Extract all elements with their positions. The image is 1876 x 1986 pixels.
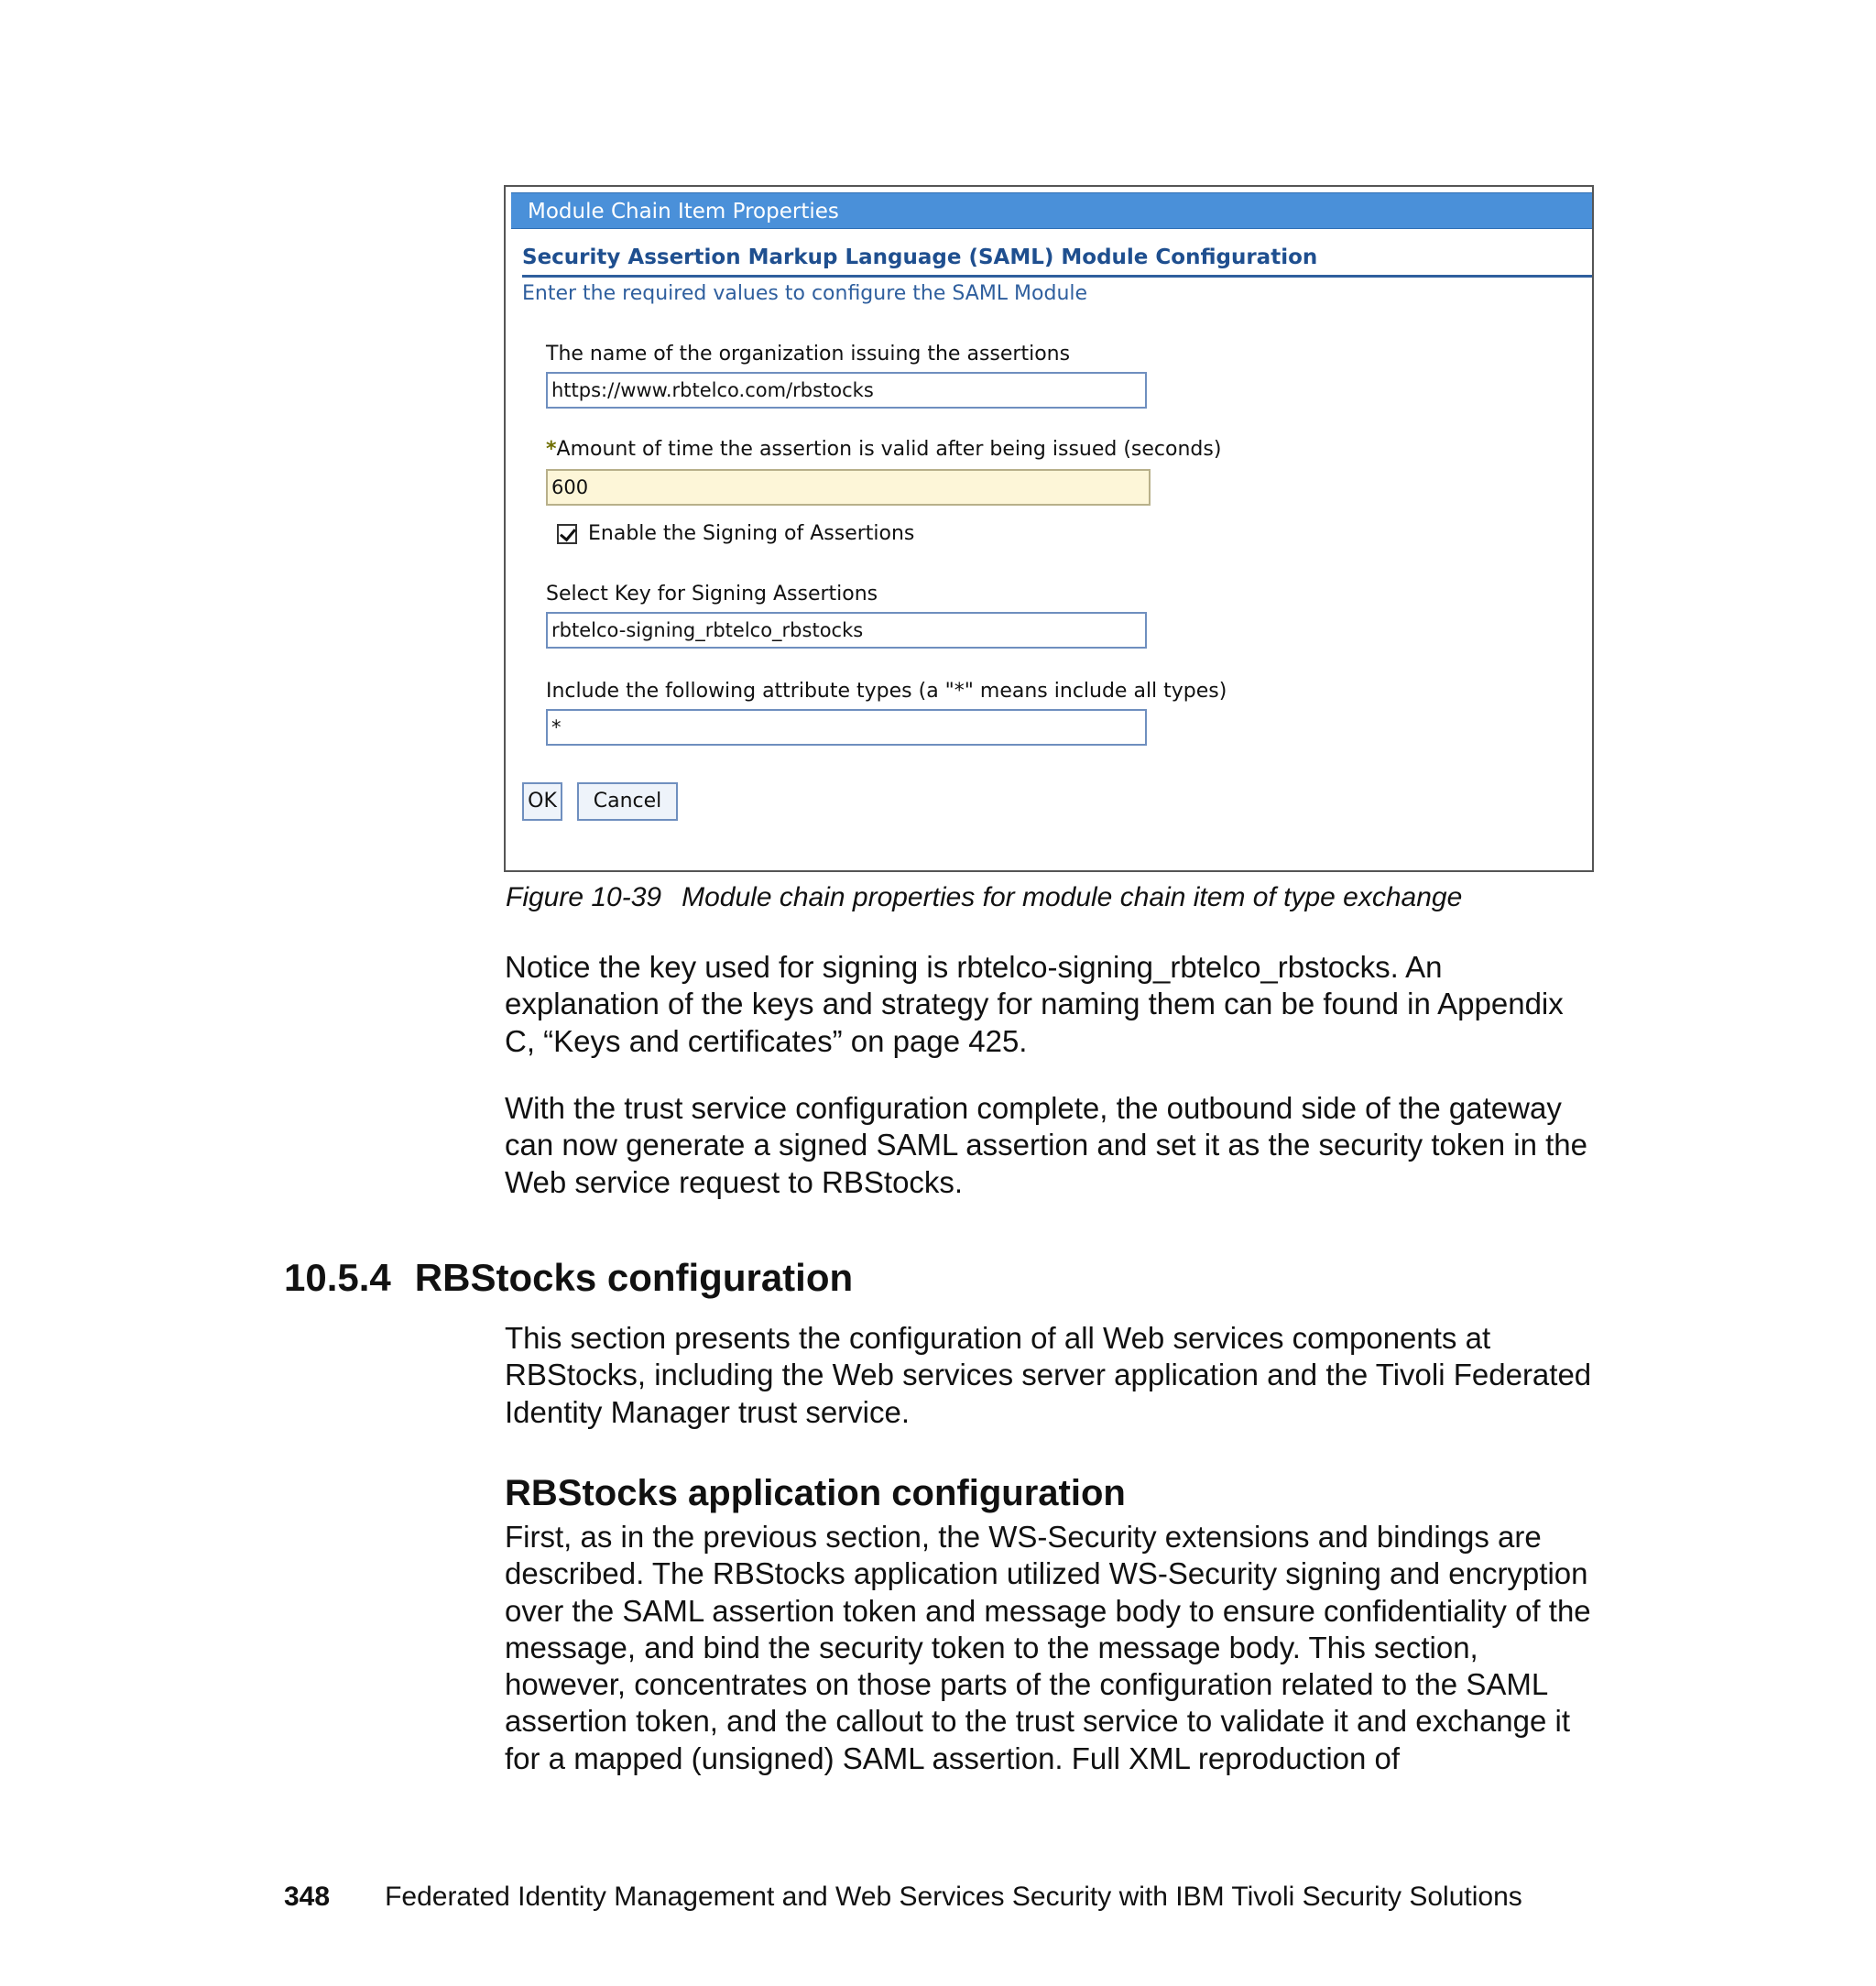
section-title: RBStocks configuration (414, 1256, 854, 1299)
figure-caption (506, 881, 1462, 914)
page-footer (284, 1881, 1522, 1914)
attribute-types-input[interactable] (546, 709, 1147, 746)
signing-key-label: Select Key for Signing Assertions (546, 583, 878, 606)
ok-button[interactable]: OK (522, 782, 562, 821)
required-marker: * (546, 438, 557, 461)
signing-key-input[interactable] (546, 612, 1147, 649)
org-name-input[interactable] (546, 372, 1147, 409)
enable-signing-checkbox[interactable] (557, 524, 577, 544)
validity-label-text: Amount of time the assertion is valid after being issued (seconds) (556, 438, 1222, 461)
paragraph-signing-key: Notice the key used for signing is rbtelco-signing_rbtelco_rbstocks. An explanation of the keys and strategy for naming them can be found in Appendix C, “Keys and certificates” on page 425. (505, 950, 1564, 1058)
checkmark-icon (560, 525, 576, 542)
panel-title-bar: Module Chain Item Properties (511, 192, 1592, 229)
section-heading (284, 1255, 853, 1301)
subsection-heading: RBStocks application configuration (505, 1473, 1126, 1513)
paragraph-app-config: First, as in the previous section, the WS-Security extensions and bindings are described. The RBStocks application utilized WS-Security signing and encryption over the SAML assertion token and message body to ensure confidentiality of the message, and bind the security token to the message body. This section, however, concentrates on those parts of the configuration related to the SAML assertion token, and the callout to the trust service to validate it and exchange it for a mapped (unsigned) SAML assertion. Full XML reproduction of (505, 1520, 1591, 1775)
validity-seconds-input[interactable] (546, 469, 1151, 506)
section-number: 10.5.4 (284, 1256, 391, 1299)
figure-screenshot (504, 185, 1594, 872)
paragraph-section-intro: This section presents the configuration of all Web services components at RBStocks, including the Web services server application and the Tivoli Federated Identity Manager trust service. (505, 1321, 1592, 1429)
figure-number: Figure 10-39 (506, 882, 662, 912)
attribute-types-label: Include the following attribute types (a "*" means include all types) (546, 680, 1227, 703)
saml-config-heading: Security Assertion Markup Language (SAML) Module Configuration (522, 242, 1592, 278)
figure-caption-text: Module chain properties for module chain item of type exchange (682, 882, 1463, 912)
enable-signing-label: Enable the Signing of Assertions (588, 522, 915, 545)
signing-checkbox-row[interactable] (557, 518, 914, 550)
book-title: Federated Identity Management and Web Services Security with IBM Tivoli Security Solutions (385, 1882, 1522, 1912)
cancel-button[interactable]: Cancel (577, 782, 678, 821)
validity-label (546, 436, 1221, 464)
saml-config-subtitle: Enter the required values to configure the SAML Module (522, 282, 1088, 305)
page-number: 348 (284, 1882, 331, 1912)
paragraph-trust-service: With the trust service configuration complete, the outbound side of the gateway can now generate a signed SAML assertion and set it as the security token in the Web service request to RBStocks. (505, 1091, 1587, 1199)
org-name-label: The name of the organization issuing the assertions (546, 343, 1071, 366)
